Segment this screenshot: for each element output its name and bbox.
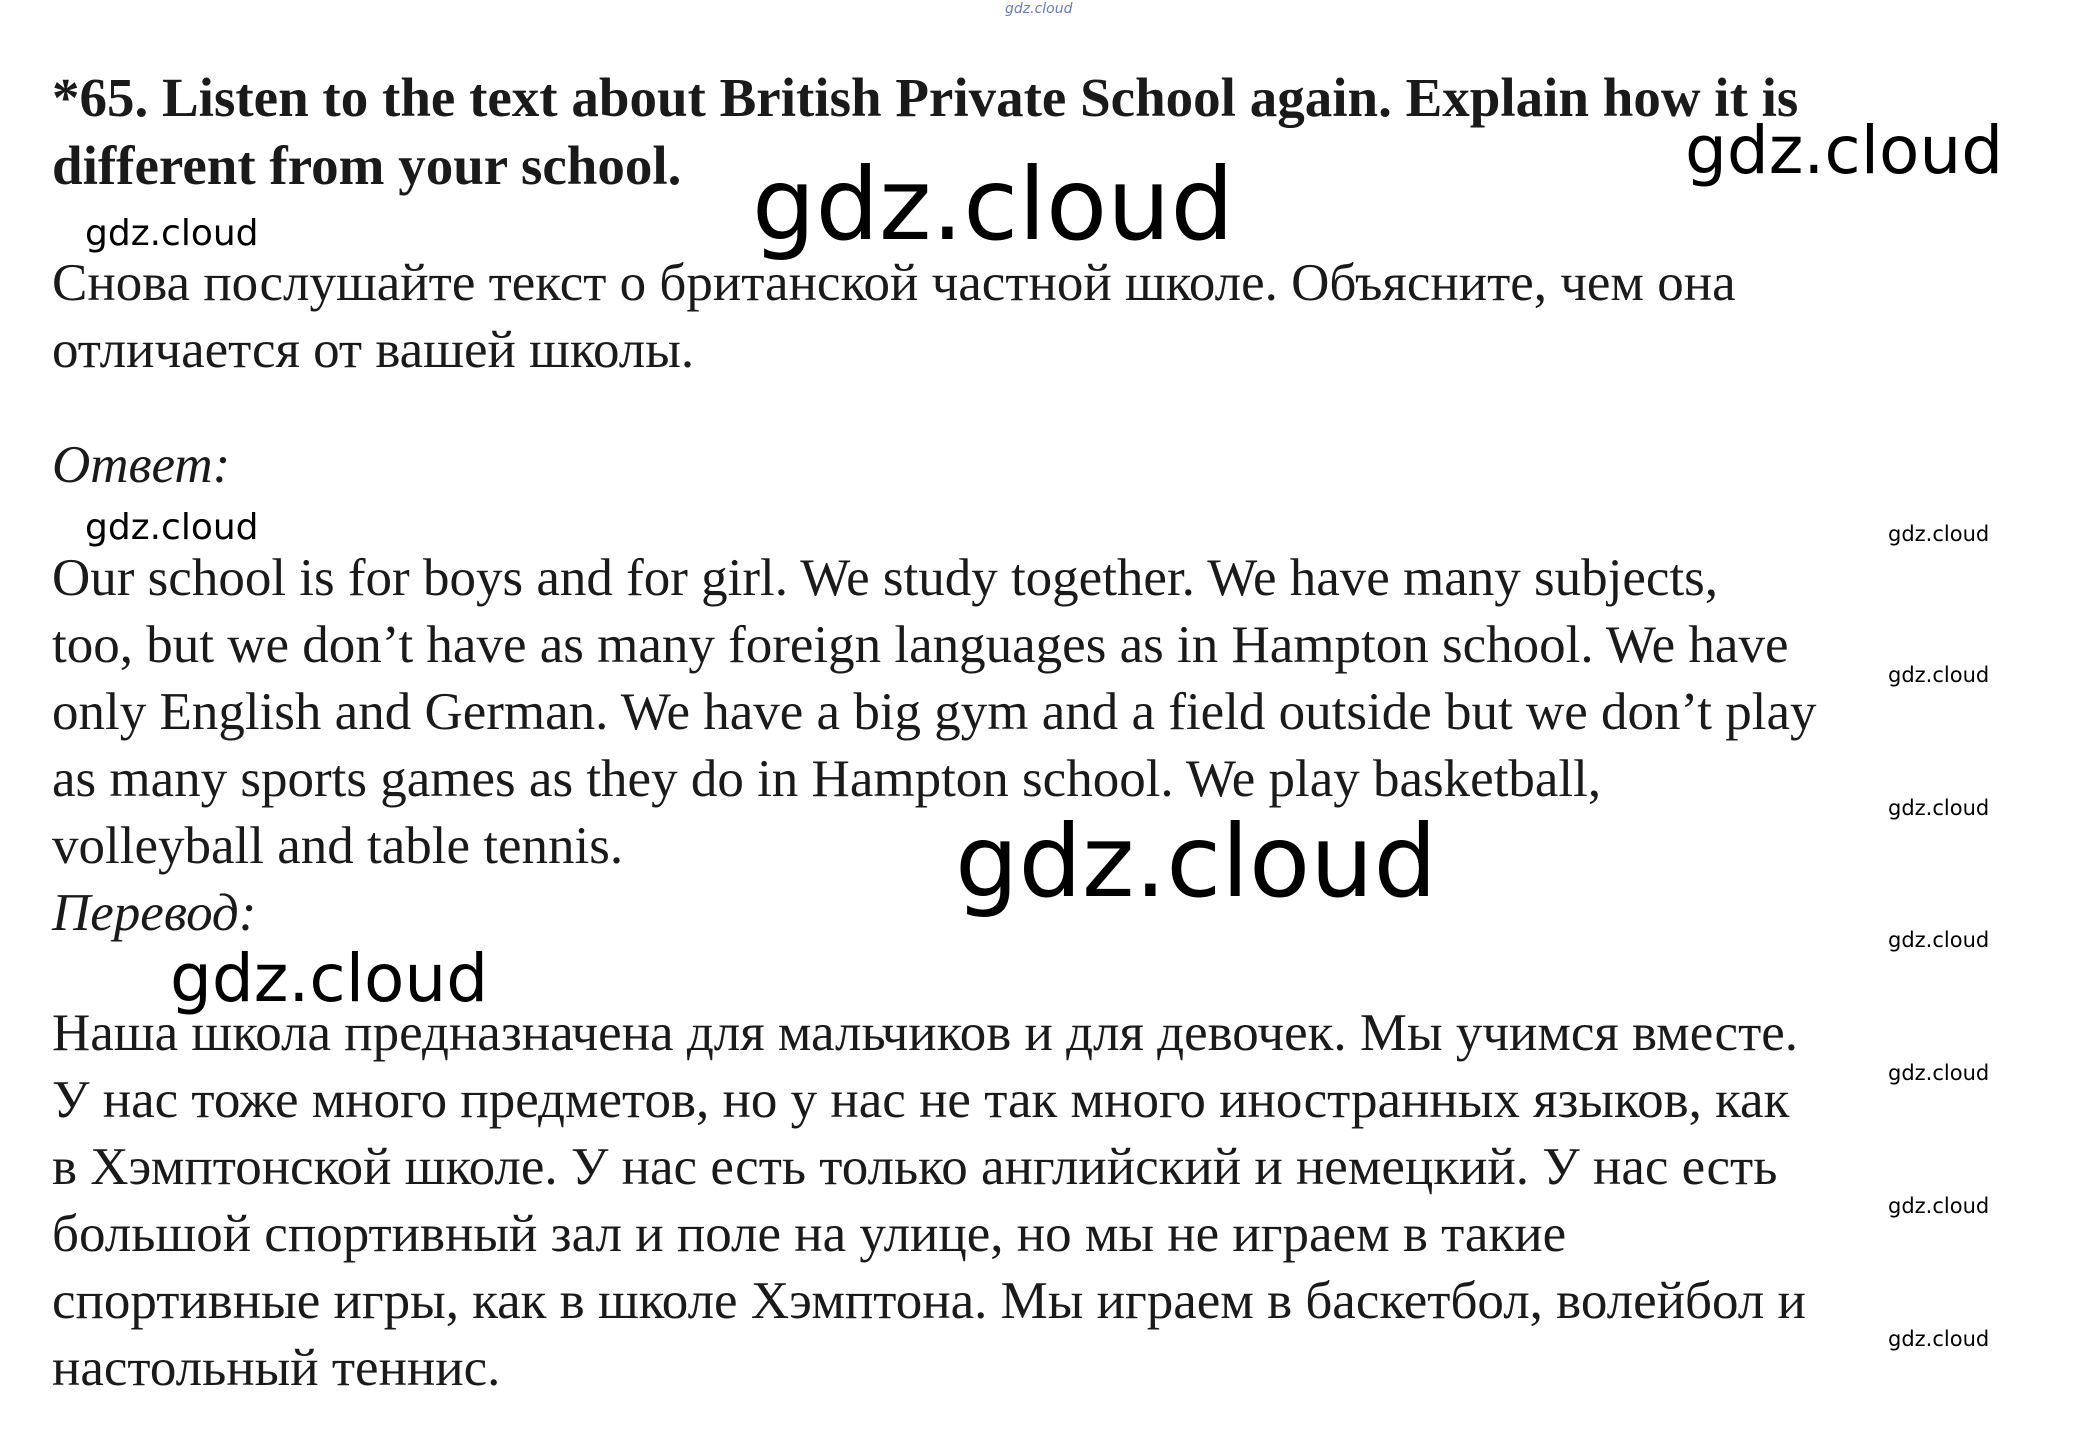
answer-label: Ответ: [52,436,231,494]
translation-text [52,1000,2052,1402]
answer-line: as many sports games as they do in Hampton school. We play basketball, [52,750,1602,808]
watermark-text: gdz.cloud [1888,522,1990,546]
answer-line: volleyball and table tennis. [52,817,624,875]
translation-line: настольный теннис. [52,1339,501,1397]
translation-line: большой спортивный зал и поле на улице, но мы не играем в такие [52,1205,1567,1263]
task-title: *65. Listen to the text about British Private School again. Explain how it is different from your school. [52,67,1799,196]
watermark-text: gdz.cloud [1888,1327,1990,1351]
translation-line: Наша школа предназначена для мальчиков и для девочек. Мы учимся вместе. [52,1004,1798,1062]
task-translation [52,250,2012,384]
watermark-text: gdz.cloud [1888,1194,1990,1218]
answer-line: only English and German. We have a big gym and a field outside but we don’t play [52,683,1817,741]
watermark-text: gdz.cloud [955,803,1438,920]
watermark-text: gdz.cloud [170,940,489,1017]
answer-text [52,545,2042,880]
translation-line: спортивные игры, как в школе Хэмптона. Мы играем в баскетбол, волейбол и [52,1272,1806,1330]
watermark-text: gdz.cloud [752,146,1235,263]
watermark-text: gdz.cloud [1005,1,1073,17]
watermark-text: gdz.cloud [1888,796,1990,820]
watermark-text: gdz.cloud [85,213,259,254]
translation-label: Перевод: [52,884,257,942]
watermark-text: gdz.cloud [85,507,259,548]
watermark-text: gdz.cloud [1888,928,1990,952]
answer-line: too, but we don’t have as many foreign languages as in Hampton school. We have [52,616,1789,674]
translation-line: У нас тоже много предметов, но у нас не так много иностранных языков, как [52,1071,1790,1129]
watermark-text: gdz.cloud [1888,663,1990,687]
translation-line: в Хэмптонской школе. У нас есть только английский и немецкий. У нас есть [52,1138,1778,1196]
watermark-text: gdz.cloud [1888,1061,1990,1085]
watermark-text: gdz.cloud [1685,112,2004,189]
task-translation-line: отличается от вашей школы. [52,321,695,379]
task-translation-line: Снова послушайте текст о британской частной школе. Объясните, чем она [52,254,1736,312]
answer-line: Our school is for boys and for girl. We study together. We have many subjects, [52,549,1719,607]
